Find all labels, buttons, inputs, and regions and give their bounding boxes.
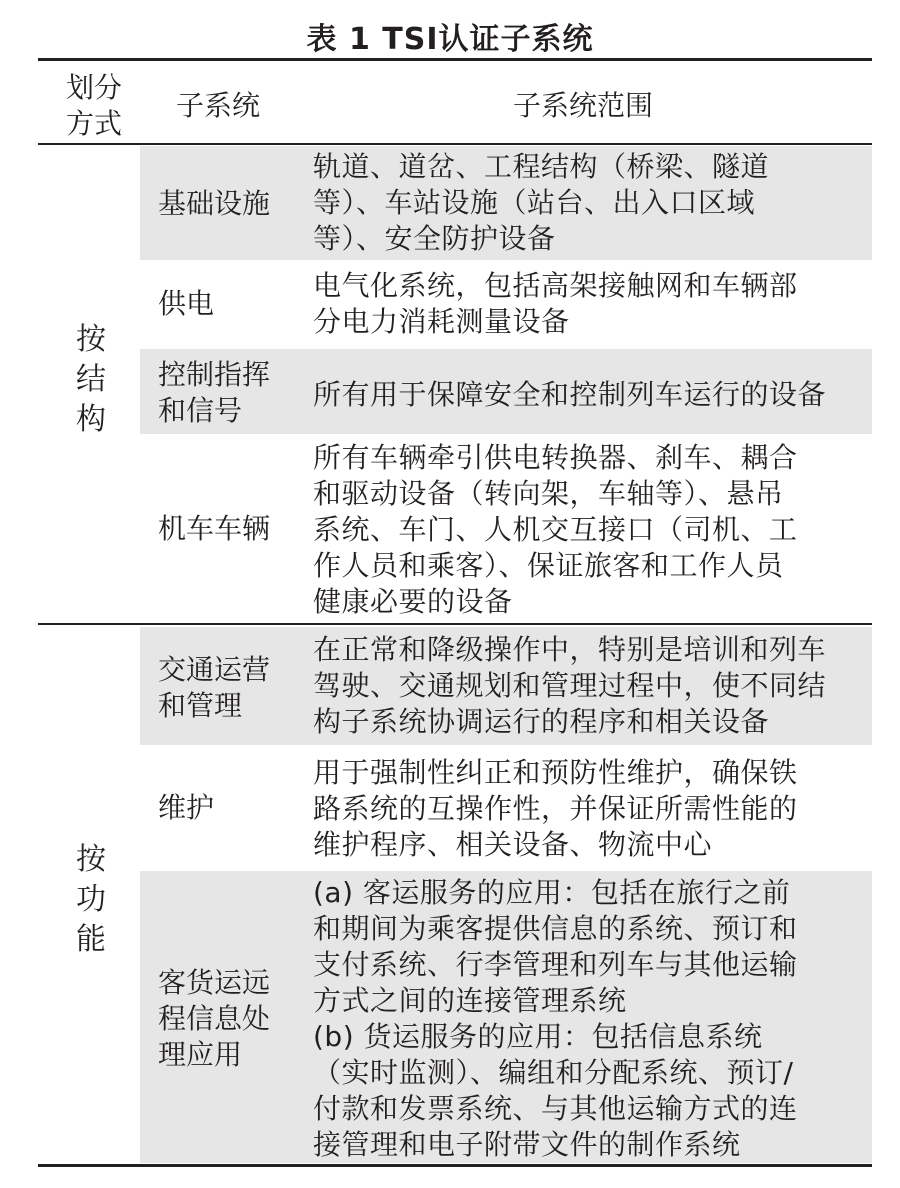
subsystem-cell: 交通运营 和管理 [158, 653, 271, 722]
scope-cell: 所有车辆牵引供电转换器、刹车、耦合 和驱动设备（转向架，车轴等）、悬吊 系统、车门、人机交互接口（司机、工 作人员和乘客）、保证旅客和工作人员 健康必要的设备 [313, 441, 798, 618]
group-rule [38, 623, 872, 625]
scope-cell: 所有用于保障安全和控制列车运行的设备 [313, 378, 827, 411]
top-rule [38, 58, 872, 61]
subsystem-cell: 控制指挥 和信号 [158, 358, 271, 427]
header-subsystem: 子系统 [176, 89, 261, 122]
subsystem-cell: 机车车辆 [158, 512, 271, 545]
subsystem-cell: 供电 [158, 287, 215, 320]
bottom-rule [38, 1164, 872, 1167]
scope-cell: 在正常和降级操作中，特别是培训和列车 驾驶、交通规划和管理过程中，使不同结 构子系统协调运行的程序和相关设备 [313, 633, 827, 738]
group-label-function: 按 功 能 [76, 842, 106, 957]
header-scope: 子系统范围 [513, 89, 654, 122]
scope-cell: 电气化系统，包括高架接触网和车辆部 分电力消耗测量设备 [313, 269, 798, 338]
group-label-structure: 按 结 构 [76, 322, 106, 437]
scope-cell: (a) 客运服务的应用：包括在旅行之前 和期间为乘客提供信息的系统、预订和 支付系统、行李管理和列车与其他运输 方式之间的连接管理系统 (b) 货运服务的应用：包括信息系统 （实时监测）、编组和分配系统、预订/ 付款和发票系统、与其他运输方式的连 接管理和电子附带文件的制作系统 [313, 876, 798, 1161]
subsystem-cell: 维护 [158, 791, 215, 824]
table-title: 表 1 TSI认证子系统 [306, 22, 594, 57]
scope-cell: 用于强制性纠正和预防性维护，确保铁 路系统的互操作性，并保证所需性能的 维护程序、相关设备、物流中心 [313, 756, 798, 861]
scope-cell: 轨道、道岔、工程结构（桥梁、隧道 等）、车站设施（站台、出入口区域 等）、安全防护设备 [313, 150, 770, 255]
subsystem-cell: 基础设施 [158, 187, 271, 220]
subsystem-cell: 客货运远 程信息处 理应用 [158, 966, 271, 1071]
header-rule [38, 143, 872, 145]
header-division: 划分 方式 [65, 71, 122, 140]
